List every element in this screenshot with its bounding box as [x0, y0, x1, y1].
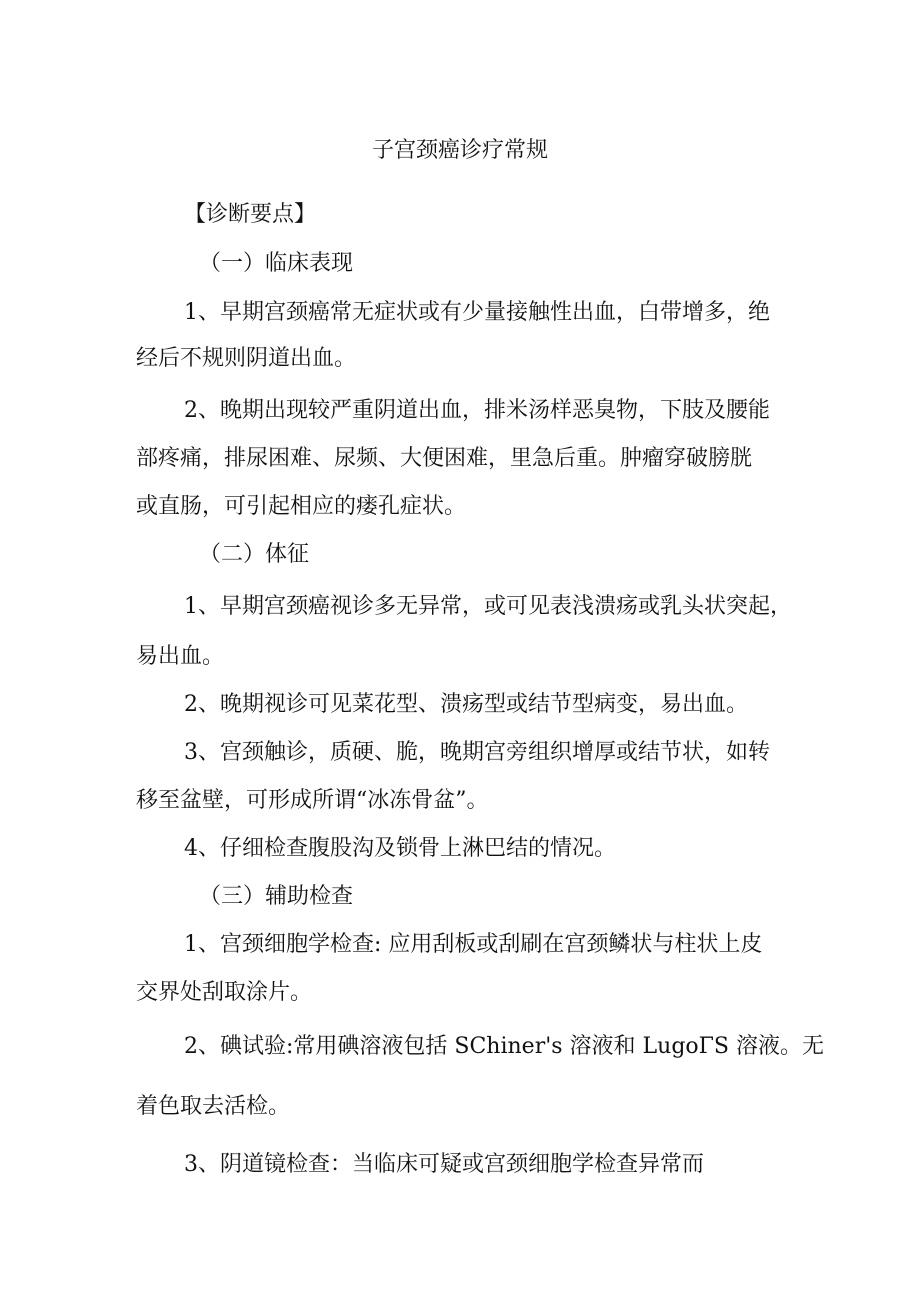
paragraph-line: 着色取去活检。 [136, 1094, 291, 1119]
section-heading-diagnosis: 【诊断要点】 [184, 202, 317, 227]
paragraph-line: 易出血。 [136, 644, 225, 669]
paragraph-line: 4、仔细检查腹股沟及锁骨上淋巴结的情况。 [184, 836, 616, 861]
paragraph-line: 交界处刮取涂片。 [136, 980, 313, 1005]
subheading-auxiliary: （三）辅助检查 [199, 884, 354, 909]
paragraph-line: 经后不规则阴道出血。 [136, 346, 357, 371]
paragraph-line: 2、晚期视诊可见菜花型、溃疡型或结节型病变，易出血。 [184, 692, 748, 717]
paragraph-line: 3、阴道镜检查：当临床可疑或宫颈细胞学检查异常而 [184, 1152, 704, 1177]
paragraph-line: 1、早期宫颈癌常无症状或有少量接触性出血，白带增多，绝 [184, 300, 770, 325]
paragraph-line: 3、宫颈触诊，质硬、脆，晚期宫旁组织增厚或结节状，如转 [184, 740, 770, 765]
subheading-clinical: （一）临床表现 [199, 251, 354, 276]
document-title: 子宫颈癌诊疗常规 [371, 138, 548, 163]
paragraph-line: 部疼痛，排尿困难、尿频、大便困难，里急后重。肿瘤穿破膀胱 [136, 446, 753, 471]
paragraph-line: 2、晚期出现较严重阴道出血，排米汤样恶臭物，下肢及腰能 [184, 398, 770, 423]
paragraph-line: 1、早期宫颈癌视诊多无异常，或可见表浅溃疡或乳头状突起， [184, 594, 792, 619]
paragraph-line: 移至盆壁，可形成所谓“冰冻骨盆”。 [136, 788, 489, 813]
paragraph-line: 2、碘试验:常用碘溶液包括 SChiner's 溶液和 LugoΓS 溶液。无 [184, 1034, 824, 1059]
subheading-signs: （二）体征 [199, 542, 310, 567]
paragraph-line: 1、宫颈细胞学检查: 应用刮板或刮刷在宫颈鳞状与柱状上皮 [184, 932, 763, 957]
paragraph-line: 或直肠，可引起相应的瘘孔症状。 [136, 494, 467, 519]
